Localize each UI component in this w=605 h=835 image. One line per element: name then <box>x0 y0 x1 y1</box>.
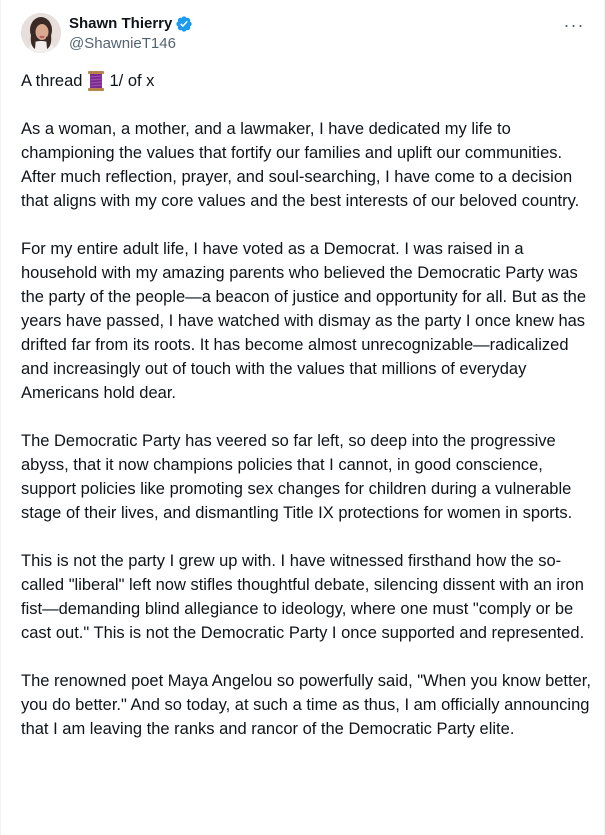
paragraph-5: The renowned poet Maya Angelou so powerfully said, "When you know better, you do better." And so today, at such a time as thus, I am officially announcing that I am leaving the ranks and rancor of the Democratic Party elite. <box>21 672 591 738</box>
tweet-header <box>21 13 591 57</box>
paragraph-1: As a woman, a mother, and a lawmaker, I have dedicated my life to championing the values that fortify our families and uplift our communities. After much reflection, prayer, and soul-searching, I have come to a decision that aligns with my core values and the best interests of our beloved country. <box>21 120 580 210</box>
paragraph-3: The Democratic Party has veered so far left, so deep into the progressive abyss, that it now champions policies that I cannot, in good conscience, support policies like promoting sex changes for children during a vulnerable stage of their lives, and dismantling Title IX protections for women in sports. <box>21 432 573 522</box>
thread-prefix: A thread <box>21 72 83 90</box>
thread-intro <box>21 69 593 93</box>
name-row <box>69 14 193 34</box>
spool-of-thread-emoji <box>87 70 105 92</box>
paragraph-4: This is not the party I grew up with. I have witnessed firsthand how the so-called "liberal" left now stifles thoughtful debate, silencing dissent with an iron fist—demanding blind allegiance to ideology, where one must "comply or be cast out." This is not the Democratic Party I once supported and represented. <box>21 552 585 642</box>
tweet-text <box>21 69 593 765</box>
handle[interactable]: @ShawnieT146 <box>69 35 176 52</box>
more-options-icon[interactable]: ··· <box>563 14 585 35</box>
profile-photo <box>21 13 61 53</box>
avatar[interactable] <box>21 13 61 53</box>
paragraph-2: For my entire adult life, I have voted as a Democrat. I was raised in a household with my amazing parents who believed the Democratic Party was the party of the people—a beacon of justice and opportunity for all. But as the years have passed, I have watched with dismay as the party I once knew has drifted far from its roots. It has become almost unrecognizable—radicalized and increasingly out of touch with the values that millions of everyday Americans hold dear. <box>21 240 587 402</box>
display-name[interactable]: Shawn Thierry <box>69 15 173 32</box>
thread-suffix: 1/ of x <box>109 72 155 90</box>
verified-badge-icon <box>175 15 193 33</box>
